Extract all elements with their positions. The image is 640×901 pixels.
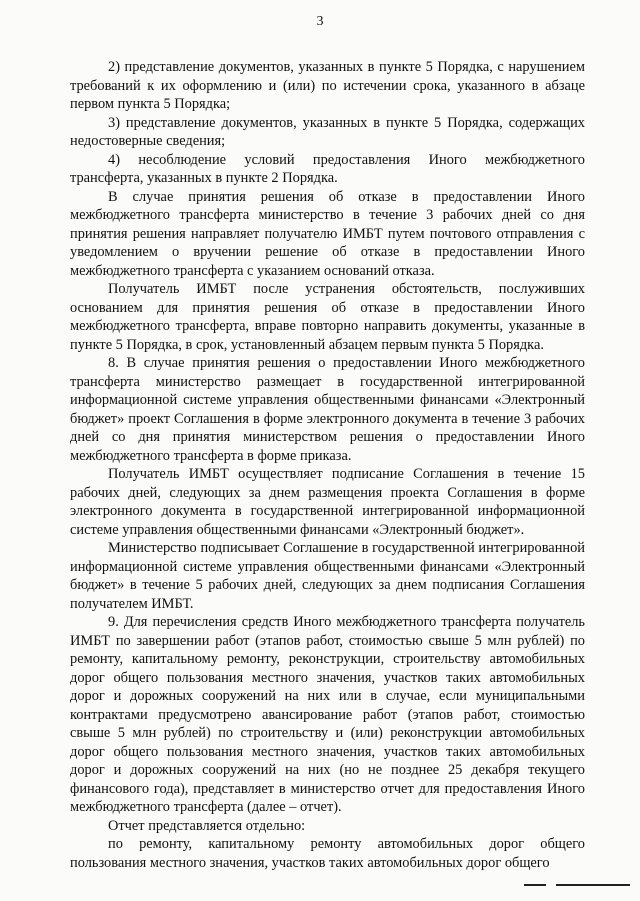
paragraph-section-8: 8. В случае принятия решения о предоставлении Иного межбюджетного трансферта министерство размещает в государственной интегрированной информационной системе управления общественными финансами «Электронный бюджет» проект Соглашения в форме электронного документа в течение 3 рабочих дней со дня принятия министерством решения о предоставлении Иного межбюджетного трансферта в форме приказа. xyxy=(70,355,585,464)
document-body xyxy=(70,58,585,872)
paragraph-agreement-signing-recipient: Получатель ИМБТ осуществляет подписание Соглашения в течение 15 рабочих дней, следующих за днем размещения проекта Соглашения в форме электронного документа в государственной интегрированной информационной системе управления общественными финансами «Электронный бюджет». xyxy=(70,466,585,538)
paragraph-report-separately: Отчет представляется отдельно: xyxy=(108,817,306,834)
footer-rule-right xyxy=(556,884,630,886)
paragraph-report-repair: по ремонту, капитальному ремонту автомобильных дорог общего пользования местного значения, участков таких автомобильных дорог общего xyxy=(70,836,585,871)
paragraph-item-2-submission-violations: 2) представление документов, указанных в пункте 5 Порядка, с нарушением требований к их оформлению и (или) по истечении срока, указанного в абзаце первом пункта 5 Порядка; xyxy=(70,59,585,112)
paragraph-section-9: 9. Для перечисления средств Иного межбюджетного трансферта получатель ИМБТ по завершении работ (этапов работ, стоимостью свыше 5 млн рублей) по ремонту, капитальному ремонту, реконструкции, строительству автомобильных дорог общего пользования местного значения, участков таких автомобильных дорог и дорожных сооружений на них или в случае, если муниципальными контрактами предусмотрено авансирование работ (этапов работ, стоимостью свыше 5 млн рублей) по строительству и (или) реконструкции автомобильных дорог общего пользования местного значения, участков таких автомобильных дорог и дорожных сооружений на них (но не позднее 25 декабря текущего финансового года), представляет в министерство отчет для предоставления Иного межбюджетного трансферта (далее – отчет). xyxy=(70,614,585,815)
paragraph-item-4-conditions-noncompliance: 4) несоблюдение условий предоставления Иного межбюджетного трансферта, указанных в пункте 2 Порядка. xyxy=(70,151,585,186)
paragraph-refusal-notification: В случае принятия решения об отказе в предоставлении Иного межбюджетного трансферта министерство в течение 3 рабочих дней со дня принятия решения направляет получателю ИМБТ путем почтового отправления с уведомлением о вручении решение об отказе в предоставлении Иного межбюджетного трансферта с указанием оснований отказа. xyxy=(70,188,585,279)
paragraph-agreement-signing-ministry: Министерство подписывает Соглашение в государственной интегрированной информационной системе управления общественными финансами «Электронный бюджет» в течение 5 рабочих дней, следующих за днем подписания Соглашения получателем ИМБТ. xyxy=(70,540,585,612)
page-number: 3 xyxy=(316,14,324,29)
footer-rule-left xyxy=(524,884,546,886)
paragraph-resubmission: Получатель ИМБТ после устранения обстоятельств, послуживших основанием для принятия решения об отказе в предоставлении Иного межбюджетного трансферта, вправе повторно направить документы, указанные в пункте 5 Порядка, в срок, установленный абзацем первым пункта 5 Порядка. xyxy=(70,281,585,353)
paragraph-item-3-false-information: 3) представление документов, указанных в пункте 5 Порядка, содержащих недостоверные сведения; xyxy=(70,114,585,149)
